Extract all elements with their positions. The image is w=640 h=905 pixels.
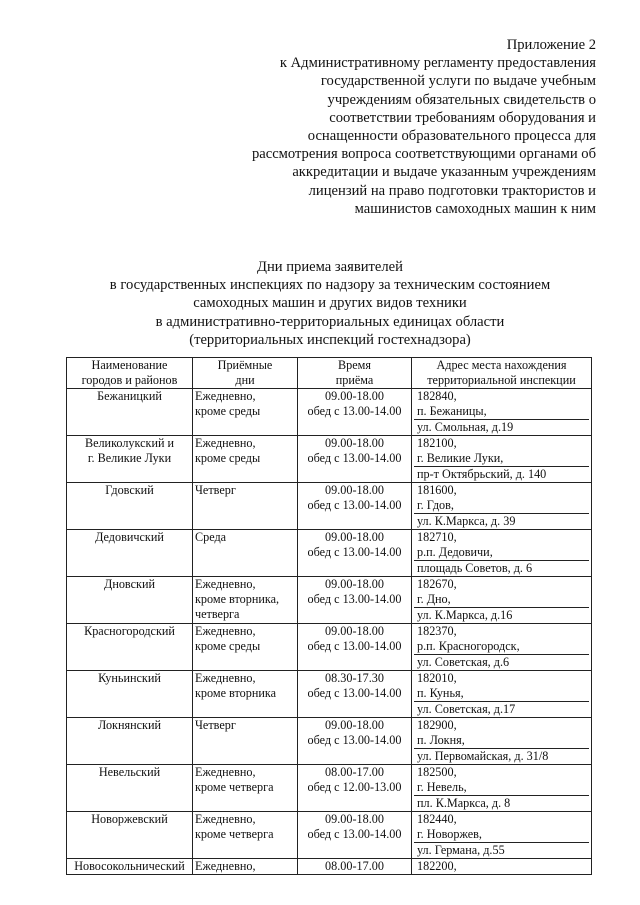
table-row (67, 624, 592, 671)
heading-line: в административно-территориальных единицах области (155, 313, 505, 330)
time-text: обед с 13.00-14.00 (307, 404, 402, 418)
header-text: Приёмные (217, 358, 273, 372)
header-text: городов и районов (81, 373, 178, 387)
address-line: ул. Советская, д.17 (414, 701, 589, 717)
appendix-header (220, 36, 596, 218)
address-line: 182010, (417, 671, 457, 685)
time-text: 09.00-18.00 (325, 577, 384, 591)
time-text: обед с 13.00-14.00 (307, 827, 402, 841)
time-text: 08.30-17.30 (325, 671, 384, 685)
time-cell (298, 671, 412, 718)
header-time (298, 358, 412, 389)
time-text: 09.00-18.00 (325, 624, 384, 638)
appendix-line: аккредитации и выдаче указанным учреждениям (292, 164, 596, 181)
document-heading (60, 258, 600, 349)
days-cell (193, 671, 298, 718)
table-row (67, 859, 592, 875)
address-line: г. Великие Луки, (417, 451, 504, 465)
address-line: ул. К.Маркса, д. 39 (414, 513, 589, 529)
table-header-row (67, 358, 592, 389)
city-text: Куньинский (98, 671, 161, 685)
heading-line: в государственных инспекциях по надзору за техническим состоянием (109, 277, 551, 294)
time-cell (298, 436, 412, 483)
appendix-line: учреждениям обязательных свидетельств о (327, 91, 596, 108)
days-text: Четверг (195, 483, 236, 497)
time-text: обед с 13.00-14.00 (307, 545, 402, 559)
table-row (67, 577, 592, 624)
address-cell (412, 530, 592, 577)
city-cell (67, 530, 193, 577)
address-line: 182900, (417, 718, 457, 732)
heading-title: Дни приема заявителей (257, 259, 403, 275)
time-text: обед с 13.00-14.00 (307, 733, 402, 747)
days-text: Ежедневно, (195, 436, 256, 450)
table-row (67, 812, 592, 859)
time-text: обед с 13.00-14.00 (307, 639, 402, 653)
appendix-line: лицензий на право подготовки трактористов и (308, 182, 596, 199)
table-row (67, 530, 592, 577)
city-cell (67, 765, 193, 812)
city-cell (67, 718, 193, 765)
days-text: четверга (195, 607, 240, 621)
address-line: п. Кунья, (417, 686, 464, 700)
header-days (193, 358, 298, 389)
days-cell (193, 389, 298, 436)
days-text: Четверг (195, 718, 236, 732)
city-text: Красногородский (84, 624, 175, 638)
address-line: 182840, (417, 389, 457, 403)
appendix-line: машинистов самоходных машин к ним (354, 200, 596, 217)
address-cell (412, 765, 592, 812)
table-row (67, 718, 592, 765)
appendix-line: соответствии требованиям оборудования и (329, 109, 596, 126)
address-line: ул. Советская, д.6 (414, 654, 589, 670)
time-text: 09.00-18.00 (325, 389, 384, 403)
city-text: Дедовичский (95, 530, 164, 544)
time-text: 09.00-18.00 (325, 436, 384, 450)
table-row (67, 671, 592, 718)
days-text: кроме четверга (195, 827, 274, 841)
time-cell (298, 812, 412, 859)
time-cell (298, 765, 412, 812)
header-text: Наименование (91, 358, 168, 372)
header-text: Время (338, 358, 371, 372)
address-line: 182440, (417, 812, 457, 826)
address-line: ул. К.Маркса, д.16 (414, 607, 589, 623)
days-cell (193, 624, 298, 671)
days-text: Ежедневно, (195, 765, 256, 779)
time-text: обед с 13.00-14.00 (307, 451, 402, 465)
address-cell (412, 812, 592, 859)
time-text: обед с 13.00-14.00 (307, 498, 402, 512)
time-text: обед с 13.00-14.00 (307, 686, 402, 700)
city-cell (67, 389, 193, 436)
address-line: 182500, (417, 765, 457, 779)
appendix-title: Приложение 2 (506, 37, 596, 53)
days-text: Ежедневно, (195, 812, 256, 826)
days-text: кроме вторника (195, 686, 277, 700)
header-text: приёма (335, 373, 374, 387)
address-cell (412, 436, 592, 483)
time-cell (298, 483, 412, 530)
address-line: г. Новоржев, (417, 827, 482, 841)
time-cell (298, 859, 412, 875)
appendix-line: к Административному регламенту предоставления (279, 55, 596, 72)
address-line: 182670, (417, 577, 457, 591)
header-city (67, 358, 193, 389)
time-text: 08.00-17.00 (325, 859, 384, 873)
address-line: г. Невель, (417, 780, 467, 794)
appendix-line: рассмотрения вопроса соответствующими органами об (251, 146, 596, 163)
address-line: г. Гдов, (417, 498, 454, 512)
time-cell (298, 389, 412, 436)
time-text: обед с 13.00-14.00 (307, 592, 402, 606)
address-cell (412, 859, 592, 875)
address-line: ул. Первомайская, д. 31/8 (414, 748, 589, 764)
address-line: п. Бежаницы, (417, 404, 487, 418)
days-text: Ежедневно, (195, 859, 256, 873)
address-cell (412, 577, 592, 624)
city-text: г. Великие Луки (87, 451, 172, 465)
city-cell (67, 624, 193, 671)
address-line: 181600, (417, 483, 457, 497)
address-line: 182710, (417, 530, 457, 544)
days-text: Ежедневно, (195, 389, 256, 403)
address-line: 182370, (417, 624, 457, 638)
days-cell (193, 718, 298, 765)
days-cell (193, 436, 298, 483)
days-text: кроме среды (195, 451, 261, 465)
city-text: Бежаницкий (97, 389, 162, 403)
table-body (67, 389, 592, 875)
time-cell (298, 577, 412, 624)
days-cell (193, 577, 298, 624)
time-text: 09.00-18.00 (325, 812, 384, 826)
city-cell (67, 436, 193, 483)
address-line: п. Локня, (417, 733, 465, 747)
city-cell (67, 483, 193, 530)
city-text: Гдовский (105, 483, 154, 497)
city-cell (67, 812, 193, 859)
days-text: Ежедневно, (195, 671, 256, 685)
city-text: Дновский (104, 577, 155, 591)
days-text: кроме вторника, (195, 592, 280, 606)
table-row (67, 483, 592, 530)
city-text: Великолукский и (84, 436, 175, 450)
days-text: кроме среды (195, 639, 261, 653)
city-text: Новосокольнический (74, 859, 185, 873)
inspections-table (66, 357, 592, 875)
heading-line: самоходных машин и других видов техники (193, 295, 467, 312)
days-cell (193, 812, 298, 859)
heading-line: (территориальных инспекций гостехнадзора) (189, 331, 471, 348)
days-text: Ежедневно, (195, 577, 256, 591)
city-text: Локнянский (97, 718, 161, 732)
days-text: кроме четверга (195, 780, 274, 794)
address-line: г. Дно, (417, 592, 451, 606)
time-text: 09.00-18.00 (325, 530, 384, 544)
city-text: Невельский (98, 765, 161, 779)
time-text: 09.00-18.00 (325, 483, 384, 497)
address-cell (412, 718, 592, 765)
address-line: ул. Смольная, д.19 (414, 419, 589, 435)
time-text: 08.00-17.00 (325, 765, 384, 779)
address-cell (412, 671, 592, 718)
header-text: территориальной инспекции (427, 373, 576, 387)
time-cell (298, 718, 412, 765)
address-cell (412, 483, 592, 530)
days-cell (193, 483, 298, 530)
header-address (412, 358, 592, 389)
time-text: обед с 12.00-13.00 (307, 780, 402, 794)
address-line: пл. К.Маркса, д. 8 (414, 795, 589, 811)
time-cell (298, 530, 412, 577)
table-row (67, 436, 592, 483)
table-row (67, 389, 592, 436)
days-text: Ежедневно, (195, 624, 256, 638)
appendix-line: оснащенности образовательного процесса для (307, 128, 596, 145)
table-row (67, 765, 592, 812)
address-line: 182100, (417, 436, 457, 450)
address-line: 182200, (417, 859, 457, 873)
days-cell (193, 765, 298, 812)
address-line: р.п. Красногородск, (417, 639, 520, 653)
address-line: р.п. Дедовичи, (417, 545, 493, 559)
city-cell (67, 671, 193, 718)
address-line: пр-т Октябрьский, д. 140 (414, 466, 589, 482)
address-line: площадь Советов, д. 6 (414, 560, 589, 576)
time-text: 09.00-18.00 (325, 718, 384, 732)
time-cell (298, 624, 412, 671)
days-text: кроме среды (195, 404, 261, 418)
city-cell (67, 577, 193, 624)
header-text: дни (235, 373, 255, 387)
address-line: ул. Германа, д.55 (414, 842, 589, 858)
header-text: Адрес места нахождения (436, 358, 567, 372)
city-text: Новоржевский (91, 812, 168, 826)
days-cell (193, 530, 298, 577)
address-cell (412, 389, 592, 436)
city-cell (67, 859, 193, 875)
days-cell (193, 859, 298, 875)
appendix-line: государственной услуги по выдаче учебным (320, 73, 596, 90)
address-cell (412, 624, 592, 671)
days-text: Среда (195, 530, 227, 544)
